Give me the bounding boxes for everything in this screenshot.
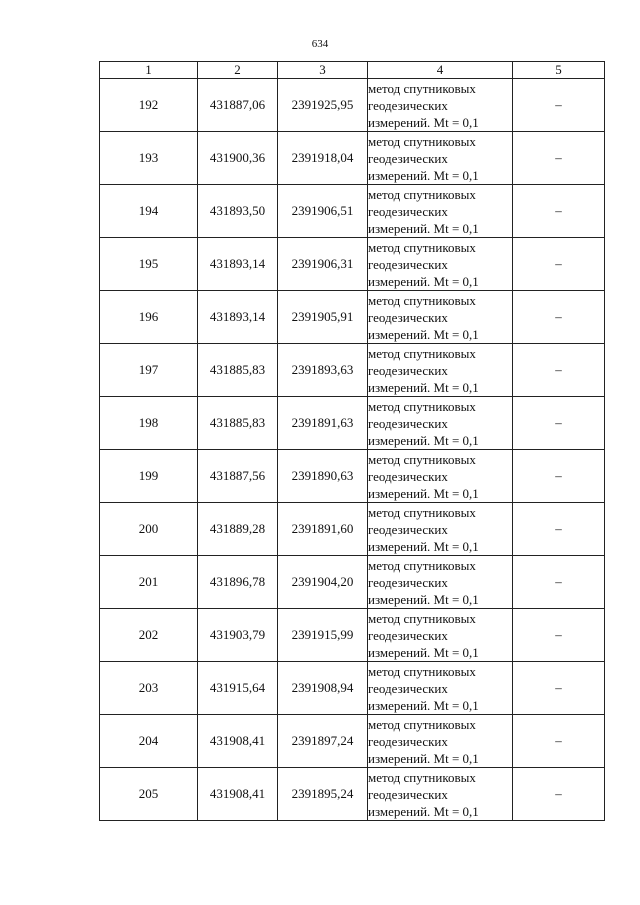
method-cell [368,609,513,662]
point-number-cell: 202 [100,609,198,662]
column-header-1: 1 [100,62,198,79]
method-cell [368,503,513,556]
method-cell [368,556,513,609]
description-cell: – [513,79,605,132]
table-row [100,238,605,291]
method-line: метод спутниковых [368,610,476,626]
x-coordinate-cell: 431915,64 [198,662,278,715]
method-line: метод спутниковых [368,80,476,96]
point-number-cell: 196 [100,291,198,344]
x-coordinate-cell: 431896,78 [198,556,278,609]
description-cell: – [513,556,605,609]
x-coordinate-cell: 431893,50 [198,185,278,238]
table-header-row [100,62,605,79]
method-line: измерений. Mt = 0,1 [368,220,479,236]
description-cell: – [513,609,605,662]
description-cell: – [513,132,605,185]
method-line: геодезических [368,97,448,113]
method-line: метод спутниковых [368,398,476,414]
y-coordinate-cell: 2391904,20 [278,556,368,609]
method-line: метод спутниковых [368,663,476,679]
table-row [100,397,605,450]
column-header-5: 5 [513,62,605,79]
point-number-cell: 201 [100,556,198,609]
description-cell: – [513,238,605,291]
column-header-4: 4 [368,62,513,79]
method-line: геодезических [368,150,448,166]
y-coordinate-cell: 2391908,94 [278,662,368,715]
method-cell [368,344,513,397]
y-coordinate-cell: 2391906,51 [278,185,368,238]
method-line: геодезических [368,468,448,484]
method-line: метод спутниковых [368,769,476,785]
point-number-cell: 203 [100,662,198,715]
point-number-cell: 195 [100,238,198,291]
method-line: геодезических [368,256,448,272]
method-line: измерений. Mt = 0,1 [368,114,479,130]
page-number: 634 [311,38,329,50]
method-cell [368,662,513,715]
method-cell [368,397,513,450]
point-number-cell: 193 [100,132,198,185]
description-cell: – [513,185,605,238]
description-cell: – [513,503,605,556]
coordinates-table [99,61,605,821]
y-coordinate-cell: 2391897,24 [278,715,368,768]
x-coordinate-cell: 431887,56 [198,450,278,503]
column-header-2: 2 [198,62,278,79]
description-cell: – [513,450,605,503]
point-number-cell: 192 [100,79,198,132]
x-coordinate-cell: 431908,41 [198,715,278,768]
method-line: метод спутниковых [368,292,476,308]
method-line: измерений. Mt = 0,1 [368,273,479,289]
x-coordinate-cell: 431908,41 [198,768,278,821]
table-row [100,556,605,609]
x-coordinate-cell: 431885,83 [198,344,278,397]
table-row [100,662,605,715]
method-line: геодезических [368,203,448,219]
table-row [100,503,605,556]
method-line: геодезических [368,521,448,537]
method-line: геодезических [368,574,448,590]
method-line: метод спутниковых [368,557,476,573]
y-coordinate-cell: 2391891,63 [278,397,368,450]
point-number-cell: 204 [100,715,198,768]
point-number-cell: 194 [100,185,198,238]
table-row [100,79,605,132]
point-number-cell: 205 [100,768,198,821]
y-coordinate-cell: 2391891,60 [278,503,368,556]
x-coordinate-cell: 431885,83 [198,397,278,450]
y-coordinate-cell: 2391893,63 [278,344,368,397]
method-line: геодезических [368,733,448,749]
table-row [100,291,605,344]
table-body [100,79,605,821]
table-row [100,609,605,662]
description-cell: – [513,715,605,768]
method-line: измерений. Mt = 0,1 [368,485,479,501]
method-cell [368,715,513,768]
method-line: метод спутниковых [368,504,476,520]
table-row [100,715,605,768]
y-coordinate-cell: 2391890,63 [278,450,368,503]
method-cell [368,768,513,821]
x-coordinate-cell: 431889,28 [198,503,278,556]
method-line: измерений. Mt = 0,1 [368,432,479,448]
x-coordinate-cell: 431893,14 [198,238,278,291]
point-number-cell: 200 [100,503,198,556]
y-coordinate-cell: 2391915,99 [278,609,368,662]
table-row [100,768,605,821]
table-row [100,185,605,238]
method-line: измерений. Mt = 0,1 [368,538,479,554]
method-line: измерений. Mt = 0,1 [368,591,479,607]
x-coordinate-cell: 431887,06 [198,79,278,132]
point-number-cell: 199 [100,450,198,503]
method-cell [368,132,513,185]
y-coordinate-cell: 2391918,04 [278,132,368,185]
method-line: измерений. Mt = 0,1 [368,379,479,395]
table-row [100,344,605,397]
x-coordinate-cell: 431903,79 [198,609,278,662]
y-coordinate-cell: 2391905,91 [278,291,368,344]
y-coordinate-cell: 2391925,95 [278,79,368,132]
method-line: геодезических [368,362,448,378]
method-cell [368,185,513,238]
method-line: метод спутниковых [368,186,476,202]
method-line: геодезических [368,786,448,802]
y-coordinate-cell: 2391906,31 [278,238,368,291]
table-row [100,132,605,185]
method-line: геодезических [368,680,448,696]
y-coordinate-cell: 2391895,24 [278,768,368,821]
x-coordinate-cell: 431893,14 [198,291,278,344]
method-cell [368,79,513,132]
method-line: измерений. Mt = 0,1 [368,644,479,660]
description-cell: – [513,768,605,821]
method-line: геодезических [368,415,448,431]
method-line: метод спутниковых [368,451,476,467]
point-number-cell: 198 [100,397,198,450]
column-header-3: 3 [278,62,368,79]
method-line: геодезических [368,309,448,325]
method-line: геодезических [368,627,448,643]
method-line: измерений. Mt = 0,1 [368,750,479,766]
method-cell [368,238,513,291]
description-cell: – [513,344,605,397]
table-row [100,450,605,503]
description-cell: – [513,662,605,715]
description-cell: – [513,397,605,450]
point-number-cell: 197 [100,344,198,397]
method-line: метод спутниковых [368,239,476,255]
method-line: измерений. Mt = 0,1 [368,697,479,713]
method-line: измерений. Mt = 0,1 [368,167,479,183]
description-cell: – [513,291,605,344]
method-line: измерений. Mt = 0,1 [368,803,479,819]
x-coordinate-cell: 431900,36 [198,132,278,185]
method-line: метод спутниковых [368,716,476,732]
method-line: измерений. Mt = 0,1 [368,326,479,342]
method-line: метод спутниковых [368,345,476,361]
method-cell [368,450,513,503]
method-cell [368,291,513,344]
method-line: метод спутниковых [368,133,476,149]
